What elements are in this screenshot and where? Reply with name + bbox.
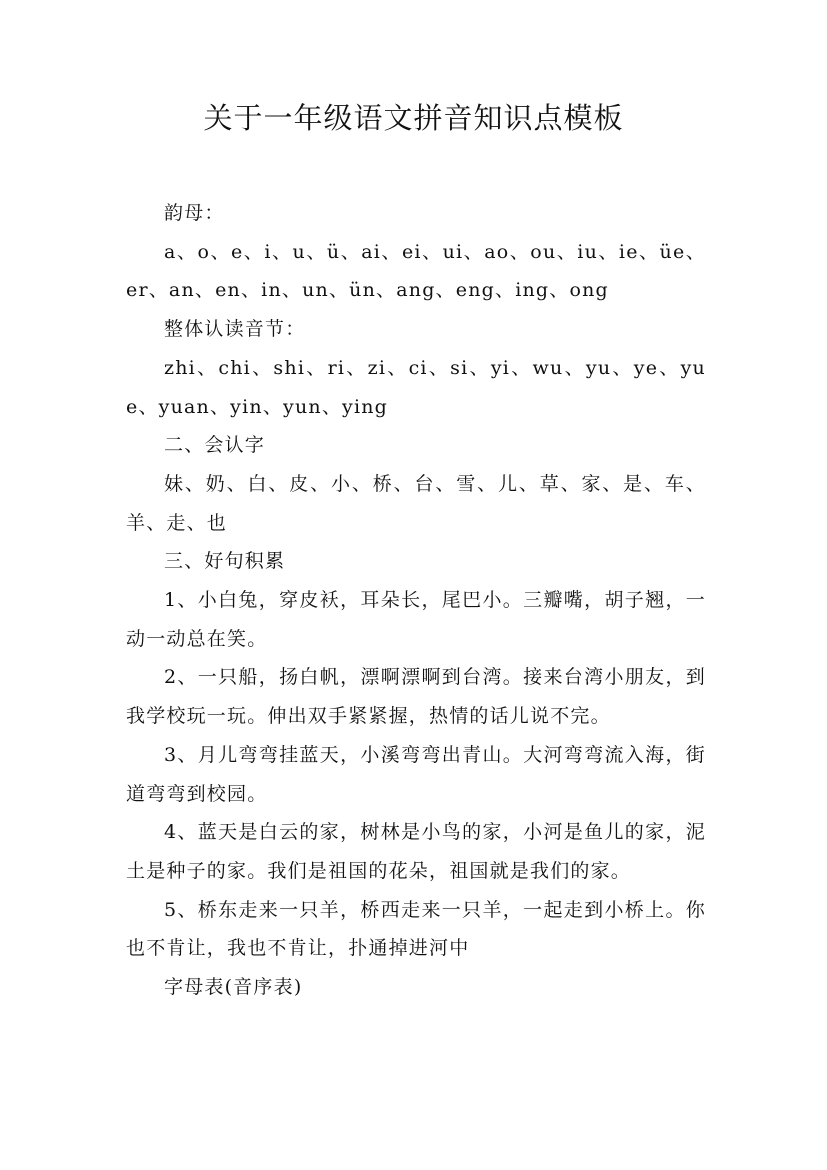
sentence-paragraph-3: 3、月儿弯弯挂蓝天，小溪弯弯出青山。大河弯弯流入海，街道弯弯到校园。 bbox=[126, 743, 706, 805]
sentence-paragraph-2: 2、一只船，扬白帆，漂啊漂啊到台湾。接来台湾小朋友，到我学校玩一玩。伸出双手紧紧握，热情的话儿说不完。 bbox=[126, 666, 706, 728]
finals-list: a、o、e、i、u、ü、ai、ei、ui、ao、ou、iu、ie、üe、er、an、en、in、un、ün、ang、eng、ing、ong bbox=[126, 240, 706, 302]
section-heading-good-sentences: 三、好句积累 bbox=[164, 550, 286, 573]
sentence-paragraph-4: 4、蓝天是白云的家，树林是小鸟的家，小河是鱼儿的家，泥土是种子的家。我们是祖国的花朵，祖国就是我们的家。 bbox=[126, 821, 706, 882]
whole-syllables-list: zhi、chi、shi、ri、zi、ci、si、yi、wu、yu、ye、yue、yuan、yin、yun、ying bbox=[126, 356, 706, 418]
characters-list: 妹、奶、白、皮、小、桥、台、雪、儿、草、家、是、车、羊、走、也 bbox=[126, 472, 706, 534]
section-heading-finals: 韵母： bbox=[164, 202, 225, 224]
sentence-paragraph-1: 1、小白兔，穿皮袄，耳朵长，尾巴小。三瓣嘴，胡子翘，一动一动总在笑。 bbox=[126, 589, 706, 650]
document-body bbox=[126, 194, 706, 1007]
document-title: 关于一年级语文拼音知识点模板 bbox=[203, 101, 624, 135]
section-heading-recognize-characters: 二、会认字 bbox=[164, 434, 266, 457]
section-heading-whole-syllables: 整体认读音节： bbox=[164, 318, 306, 341]
section-heading-alphabet: 字母表(音序表) bbox=[164, 976, 303, 999]
sentence-paragraph-5: 5、桥东走来一只羊，桥西走来一只羊，一起走到小桥上。你也不肯让，我也不肯让，扑通掉进河中 bbox=[126, 898, 706, 960]
